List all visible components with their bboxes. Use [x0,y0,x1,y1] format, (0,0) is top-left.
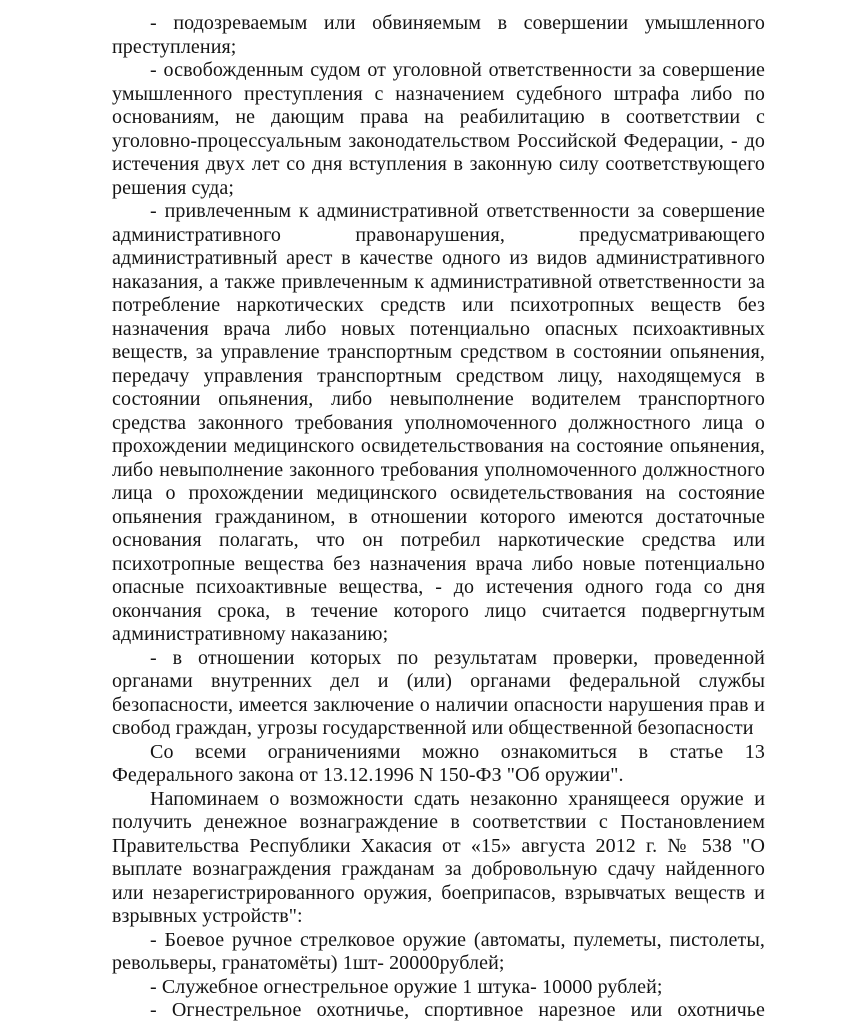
text-line: взрывных устройств": [112,905,303,927]
text-line: получить денежное вознаграждение в соответствии с Постановлением [112,811,765,833]
text-line: административного правонарушения, предусматривающего [112,223,765,246]
text-line: основаниям, не дающим права на реабилитацию в соответствии с [112,106,765,128]
text-line: Правительства Республики Хакасия от «15» августа 2012 г. № 538 "О [112,834,765,857]
text-line: средства законного требования уполномоченного должностного лица о [112,411,765,434]
text-line: наказания, а также привлеченным к административной ответственности за [112,270,765,293]
text-line: административному наказанию; [112,623,389,645]
text-line: уголовно-процессуальным законодательством Российской Федерации, - до [112,129,765,152]
text-line: истечения двух лет со дня вступления в законную силу соответствующего [112,153,765,175]
paragraph [112,12,765,59]
text-line: - Огнестрельное охотничье, спортивное нарезное или охотничье [150,999,765,1021]
text-line: окончания срока, в течение которого лицо считается подвергнутым [112,599,765,622]
text-line: передачу управления транспортным средством лицу, находящемуся в [112,364,765,387]
text-line: - привлеченным к административной ответственности за совершение [150,200,765,222]
document-text-body [112,12,765,1023]
text-line: Напоминаем о возможности сдать незаконно хранящееся оружие и [150,787,765,810]
paragraph [112,999,765,1023]
text-line: назначения врача либо новых потенциально опасных психоактивных [112,317,765,340]
text-line: психотропные вещества без назначения врача либо новые потенциально [112,552,765,575]
text-line: выплате вознаграждения гражданам за добровольную сдачу найденного [112,858,765,880]
text-line: либо невыполнение законного требования уполномоченного должностного [112,458,765,481]
text-line: - освобожденным судом от уголовной ответственности за совершение [150,59,765,81]
paragraph [112,929,765,976]
text-line: Федерального закона от 13.12.1996 N 150-ФЗ "Об оружии". [112,764,624,786]
text-line: состоянии опьянения, либо невыполнение водителем транспортного [112,388,765,410]
text-line: административный арест в качестве одного из видов административного [112,247,765,269]
text-line: преступления; [112,35,237,58]
paragraph [112,200,765,647]
text-line: опасные психоактивные вещества, - до истечения одного года со дня [112,576,765,598]
text-line: лица о прохождении медицинского освидетельствования на состояние [112,482,765,504]
text-line: опьянения гражданином, в отношении которого имеются достаточные [112,505,765,528]
text-line: свобод граждан, угрозы государственной или общественной безопасности [112,717,754,739]
paragraph [112,647,765,741]
text-line: - Служебное огнестрельное оружие 1 штука- 10000 рублей; [150,975,663,998]
text-line: потребление наркотических средств или психотропных веществ без [112,294,765,316]
text-line: револьверы, гранатомёты) 1шт- 20000рублей; [112,952,505,974]
text-line: - подозреваемым или обвиняемым в совершении умышленного [150,12,765,34]
text-line: умышленного преступления с назначением судебного штрафа либо по [112,82,765,105]
paragraph [112,976,765,1000]
text-line: Со всеми ограничениями можно ознакомиться в статье 13 [150,740,765,763]
text-line: или незарегистрированного оружия, боеприпасов, взрывчатых веществ и [112,881,765,904]
text-line: безопасности, имеется заключение о наличии опасности нарушения прав и [112,693,765,716]
paragraph [112,741,765,788]
paragraph [112,788,765,929]
text-line: - Боевое ручное стрелковое оружие (автоматы, пулеметы, пистолеты, [150,928,765,951]
paragraph [112,59,765,200]
text-line: прохождении медицинского освидетельствования на состояние опьянения, [112,435,765,457]
text-line: - в отношении которых по результатам проверки, проведенной [150,646,765,669]
text-line: решения суда; [112,176,235,199]
text-line: основания полагать, что он потребил наркотические средства или [112,529,765,551]
text-line: веществ, за управление транспортным средством в состоянии опьянения, [112,341,765,363]
text-line: органами внутренних дел и (или) органами федеральной службы [112,670,765,692]
